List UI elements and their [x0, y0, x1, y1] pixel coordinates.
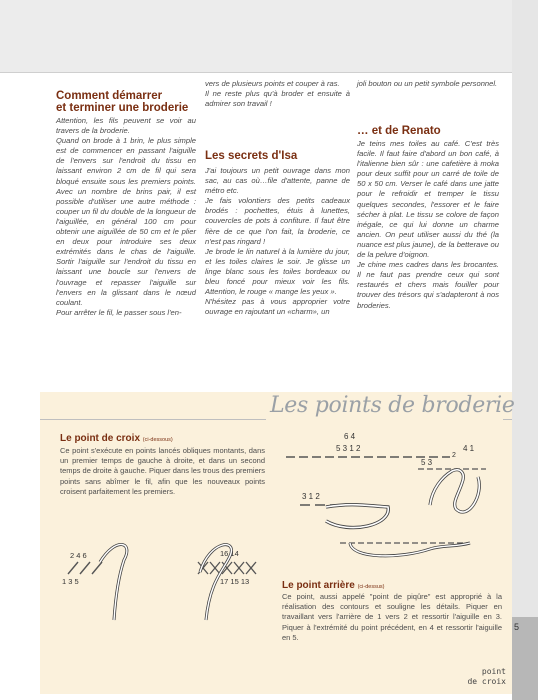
- backstitch-text: Ce point, aussi appelé "point de piqûre" est approprié à la réalisation des contours et souligne les détails. Piquer en travaillant vers l'arrière de 1 vers 2 et ressortir l'aiguille en 3. Piquer à l'extrémité du point précédent, en 4 et ressortir l'aiguille en 5.: [282, 592, 502, 642]
- diagram-label: 5 3: [421, 458, 433, 467]
- backstitch-needle: [326, 505, 388, 528]
- paragraph: Je fais volontiers des petits cadeaux brodés : pochettes, étuis à lunettes, couvercles de pots à confiture. Il faut être fière de ce que l'on fait, la broderie, ce n'est pas ringard !: [205, 196, 350, 246]
- diagram-label: 6 4: [344, 432, 356, 441]
- diagram-label: 2: [452, 452, 456, 459]
- panel-title: Les points de broderie: [270, 393, 515, 418]
- cross-stitch-diagrams: [60, 520, 280, 640]
- diagram-label: 17 15 13: [220, 577, 250, 586]
- needle-thread-highlight: [430, 470, 479, 512]
- backstitch-diagrams: [280, 425, 510, 575]
- diagram-label: 1 3 5: [62, 577, 79, 586]
- paragraph: Pour arrêter le fil, le passer sous l'en-: [56, 307, 182, 317]
- paragraph: N'hésitez pas à vous approprier votre ouvrage en rajoutant un «charm», un: [205, 297, 350, 317]
- diagram-label: 4 1: [463, 444, 475, 453]
- section2-intro: [205, 79, 350, 109]
- diagram-label: 2 4 6: [70, 551, 87, 560]
- paragraph: Quand on brode à 1 brin, le plus simple est de commencer en passant l'aiguille de l'envers sur l'endroit du tissu en laissant environ 2 cm de fil qui sera bloqué ensuite sous les premiers points. Avec un nombre de brins pair, il est possible d'utiliser une autre méthode : couper un fil du double de la longueur de l'aiguillée, en général 100 cm pour obtenir une aiguillée de 50 cm et le plier en deux pour introduire ses deux extrémités dans le chas de l'aiguille. Sortir l'aiguille sur l'endroit du tissu en laissant une boucle sur l'envers de l'ouvrage et repasser l'aiguille sur l'envers en la glissant dans le nœud coulant.: [56, 136, 196, 307]
- section1-body: [56, 116, 196, 318]
- paragraph: vers de plusieurs points et couper à ras.: [205, 79, 340, 88]
- panel-rule-left: [40, 419, 266, 420]
- diagram-label: 16 14: [220, 549, 239, 558]
- paragraph: Je teins mes toiles au café. C'est très facile. Il faut faire d'abord un bon café, à l'italienne bien sûr : une cafetière à moka pour deux suffit pour un carré de toile de 50 x 50 cm. Verser le café dans une jatte pour le refroidir et tremper le tissu quelques secondes, l'essorer et le faire sécher à plat. Le tissu se colore de façon inégale, ce qui lui donne un charme ancien. On peut utiliser aussi du thé (la nuance est plus jaune), de la betterave ou de la pelure d'oignon.: [357, 139, 499, 260]
- section3-title: … et de Renato: [357, 125, 441, 137]
- paragraph: Je chine mes cadres dans les brocantes. Il ne faut pas prendre ceux qui sont restaurés et chers mais fouiller pour trouver des trésors qui s'adapteront à nos broderies.: [357, 260, 499, 310]
- paragraph: joli bouton ou un petit symbole personnel.: [357, 79, 498, 88]
- section3-body: [357, 139, 499, 311]
- top-band: [0, 0, 538, 72]
- top-band-rule: [0, 72, 538, 73]
- section1-title: Comment démarrer et terminer une broderie: [56, 90, 189, 114]
- diagram-label: 3 1 2: [302, 492, 320, 501]
- panel-rule-right: [503, 419, 512, 420]
- paragraph: Je brode le lin naturel à la lumière du jour, et les toiles claires le soir. Je glisse un linge blanc sous les toiles bordeaux ou bleu foncé pour mieux voir les fils. Attention, le rouge « mange les yeux ».: [205, 246, 350, 297]
- section3-intro: [357, 79, 499, 89]
- paragraph: J'ai toujours un petit ouvrage dans mon sac, au cas où…file d'attente, panne de métro etc.: [205, 166, 350, 196]
- diagram-label: 5 3 1 2: [336, 444, 361, 453]
- section2-body: [205, 166, 350, 317]
- backstitch-title: Le point arrière (ci-dessus): [282, 580, 385, 591]
- page-number: 5: [514, 622, 520, 632]
- page-sidebar: [512, 0, 538, 700]
- cross-stitch-text: Ce point s'exécute en points lancés obliques montants, dans un premier temps de gauche à droite, et dans un second temps de droite à gauche. Piquer dans les trous des premiers points sans abîmer le fil, afin que les nouveaux points croisent parfaitement les premiers.: [60, 446, 265, 496]
- paragraph: Il ne reste plus qu'à broder et ensuite à admirer son travail !: [205, 89, 350, 109]
- page-footer: point de croix: [467, 667, 506, 686]
- section2-title: Les secrets d'Isa: [205, 150, 298, 162]
- paragraph: Attention, les fils peuvent se voir au travers de la broderie.: [56, 116, 196, 136]
- cross-stitch-half: [68, 562, 102, 574]
- cross-stitch-title: Le point de croix (ci-dessous): [60, 433, 173, 444]
